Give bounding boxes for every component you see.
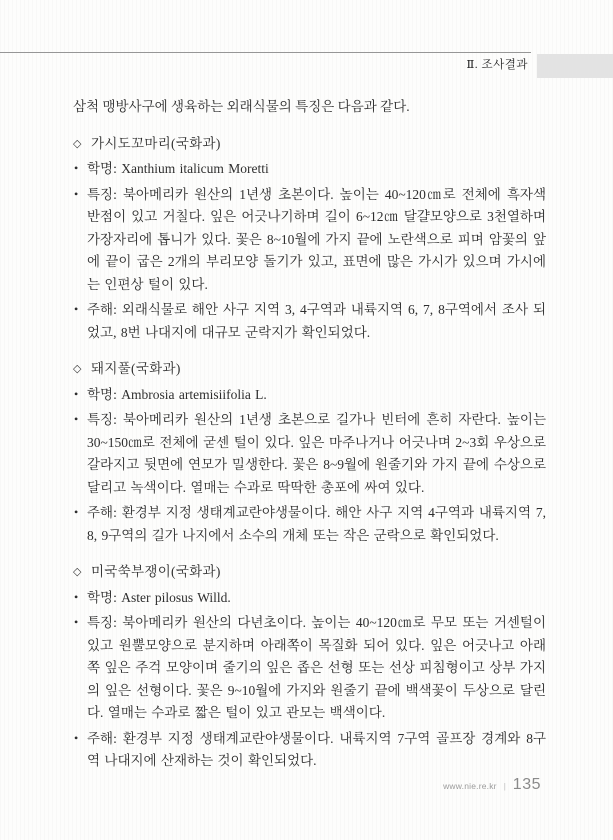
item-text: 북아메리카 원산의 1년생 초본으로 길가나 빈터에 흔히 자란다. 높이는 30~150㎝로 전체에 굳센 털이 있다. 잎은 마주나거나 어긋나며 2~3회 우상으로 갈라지고 뒷면에 연모가 밀생한다. 꽃은 8~9월에 원줄기와 가지 끝에 수상으로 달리고 녹색이다. 열매는 수과로 딱딱한 총포에 싸여 있다.: [87, 412, 547, 495]
characteristics-item: [73, 612, 546, 725]
item-label: 학명:: [87, 161, 117, 176]
page-footer: [0, 776, 541, 794]
item-text: Aster pilosus Willd.: [121, 589, 231, 605]
dot-bullet-icon: •: [74, 161, 79, 175]
footer-separator: |: [503, 782, 506, 791]
diamond-bullet-icon: ◇: [73, 137, 82, 150]
item-label: 학명:: [87, 589, 117, 605]
species-name: 미국쑥부쟁이(국화과): [91, 564, 221, 579]
species-heading: [73, 133, 546, 156]
dot-bullet-icon: •: [74, 615, 79, 629]
item-label: 주해:: [87, 302, 117, 317]
intro-paragraph: 삼척 맹방사구에 생육하는 외래식물의 특징은 다음과 같다.: [73, 99, 410, 114]
characteristics-item: [73, 184, 546, 297]
dot-bullet-icon: •: [74, 505, 79, 519]
species-name: 가시도꼬마리(국화과): [91, 135, 221, 151]
species-name: 돼지풀(국화과): [91, 361, 181, 376]
chapter-label: Ⅱ. 조사결과: [466, 59, 528, 71]
page-number: 135: [512, 776, 541, 793]
note-item: [73, 502, 546, 547]
item-text: 환경부 지정 생태계교란야생물이다. 내륙지역 7구역 골프장 경계와 8구역 나대지에 산재하는 것이 확인되었다.: [87, 730, 546, 768]
page-content: [73, 96, 546, 776]
dot-bullet-icon: •: [74, 386, 79, 401]
characteristics-item: [73, 409, 546, 499]
item-label: 특징:: [87, 412, 117, 427]
chapter-tab-marker: [537, 54, 613, 78]
dot-bullet-icon: •: [74, 730, 79, 745]
footer-website-text: www.nie.re.kr: [443, 781, 497, 791]
item-label: 주해:: [87, 505, 117, 520]
item-text: Ambrosia artemisiifolia L.: [121, 386, 267, 402]
item-label: 특징:: [87, 615, 117, 630]
note-item: [73, 728, 546, 773]
dot-bullet-icon: •: [74, 589, 79, 604]
item-text: 북아메리카 원산의 다년초이다. 높이는 40~120㎝로 무모 또는 거센털이 있고 원뿔모양으로 분지하며 아래쪽이 목질화 되어 있다. 잎은 어긋나고 아래쪽 잎은 주걱 모양이며 줄기의 잎은 좁은 선형 또는 선상 피침형이고 상부 가지의 잎은 선형이다. 꽃은 9~10월에 가지와 원줄기 끝에 백색꽃이 두상으로 달린다. 열매는 수과로 짧은 털이 있고 관모는 백색이다.: [87, 615, 547, 720]
item-text: Xanthium italicum Moretti: [121, 161, 269, 176]
item-label: 주해:: [87, 730, 117, 746]
item-text: 외래식물로 해안 사구 지역 3, 4구역과 내륙지역 6, 7, 8구역에서 조사 되었고, 8번 나대지에 대규모 군락지가 확인되었다.: [87, 302, 546, 340]
scientific-name-item: [73, 384, 546, 407]
scientific-name-item: [73, 158, 546, 181]
dot-bullet-icon: •: [74, 412, 79, 426]
species-heading: [73, 561, 546, 584]
dot-bullet-icon: •: [74, 186, 79, 201]
species-heading: [73, 358, 546, 381]
header-divider-line: [0, 52, 531, 53]
diamond-bullet-icon: ◇: [73, 566, 82, 578]
item-text: 환경부 지정 생태계교란야생물이다. 해안 사구 지역 4구역과 내륙지역 7, 8, 9구역의 길가 나지에서 소수의 개체 또는 작은 군락으로 확인되었다.: [87, 505, 547, 543]
dot-bullet-icon: •: [74, 302, 79, 316]
item-text: 북아메리카 원산의 1년생 초본이다. 높이는 40~120㎝로 전체에 흑자색 반점이 있고 거칠다. 잎은 어긋나기하며 길이 6~12㎝ 달걀모양으로 3천열하며 가장자리에 톱니가 있다. 꽃은 8~10월에 가지 끝에 노란색으로 피며 암꽃의 앞에 끝이 굽은 2개의 부리모양 돌기가 있고, 표면에 많은 가시가 있으며 가시에는 인편상 털이 있다.: [87, 186, 546, 292]
note-item: [73, 299, 546, 344]
scientific-name-item: [73, 587, 546, 610]
item-label: 특징:: [87, 186, 117, 202]
diamond-bullet-icon: ◇: [73, 363, 82, 375]
item-label: 학명:: [87, 386, 117, 402]
